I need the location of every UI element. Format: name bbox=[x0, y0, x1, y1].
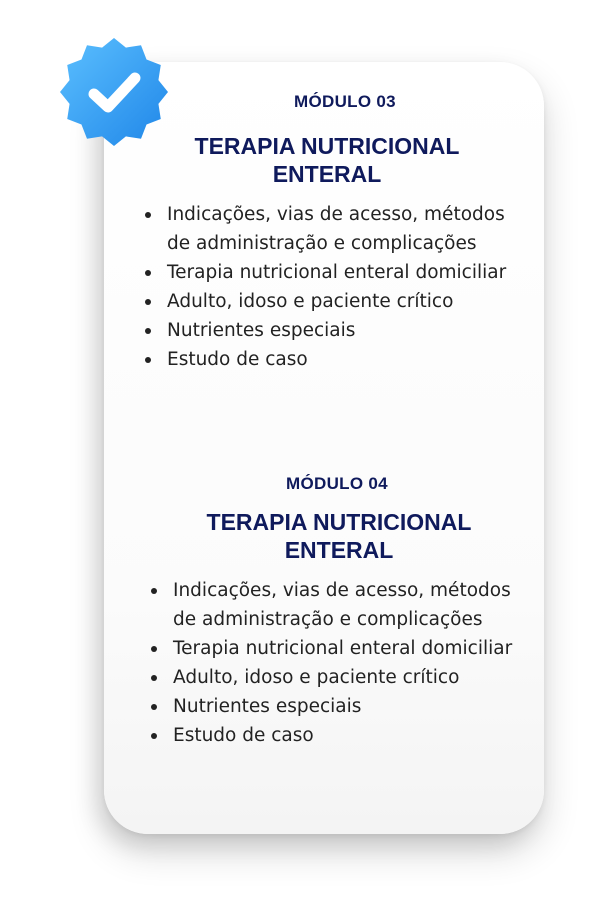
module-03-title-line1: TERAPIA NUTRICIONAL bbox=[194, 133, 460, 159]
module-03-topic-item: Estudo de caso bbox=[142, 345, 522, 374]
module-03-topic-item: Adulto, idoso e paciente crítico bbox=[142, 287, 522, 316]
module-04-topic-item: Estudo de caso bbox=[148, 721, 528, 750]
module-03-label: MÓDULO 03 bbox=[294, 92, 396, 111]
module-04-title-line2: ENTERAL bbox=[284, 537, 394, 563]
module-04-topic-list bbox=[148, 576, 528, 750]
module-04-topic-item: Nutrientes especiais bbox=[148, 692, 528, 721]
module-03-topic-item: Nutrientes especiais bbox=[142, 316, 522, 345]
module-03-title bbox=[0, 132, 550, 188]
module-04-title-line1: TERAPIA NUTRICIONAL bbox=[206, 509, 472, 535]
module-04-topic-item: Adulto, idoso e paciente crítico bbox=[148, 663, 528, 692]
module-03-topic-item: Terapia nutricional enteral domiciliar bbox=[142, 258, 522, 287]
module-04-topic-item: Terapia nutricional enteral domiciliar bbox=[148, 634, 528, 663]
module-03-topic-item: Indicações, vias de acesso, métodos de administração e complicações bbox=[142, 200, 522, 258]
module-04-title bbox=[0, 508, 550, 564]
module-04-label: MÓDULO 04 bbox=[286, 474, 388, 493]
module-03-title-line2: ENTERAL bbox=[272, 161, 382, 187]
module-03-topic-list bbox=[142, 200, 522, 374]
module-04-topic-item: Indicações, vias de acesso, métodos de administração e complicações bbox=[148, 576, 528, 634]
